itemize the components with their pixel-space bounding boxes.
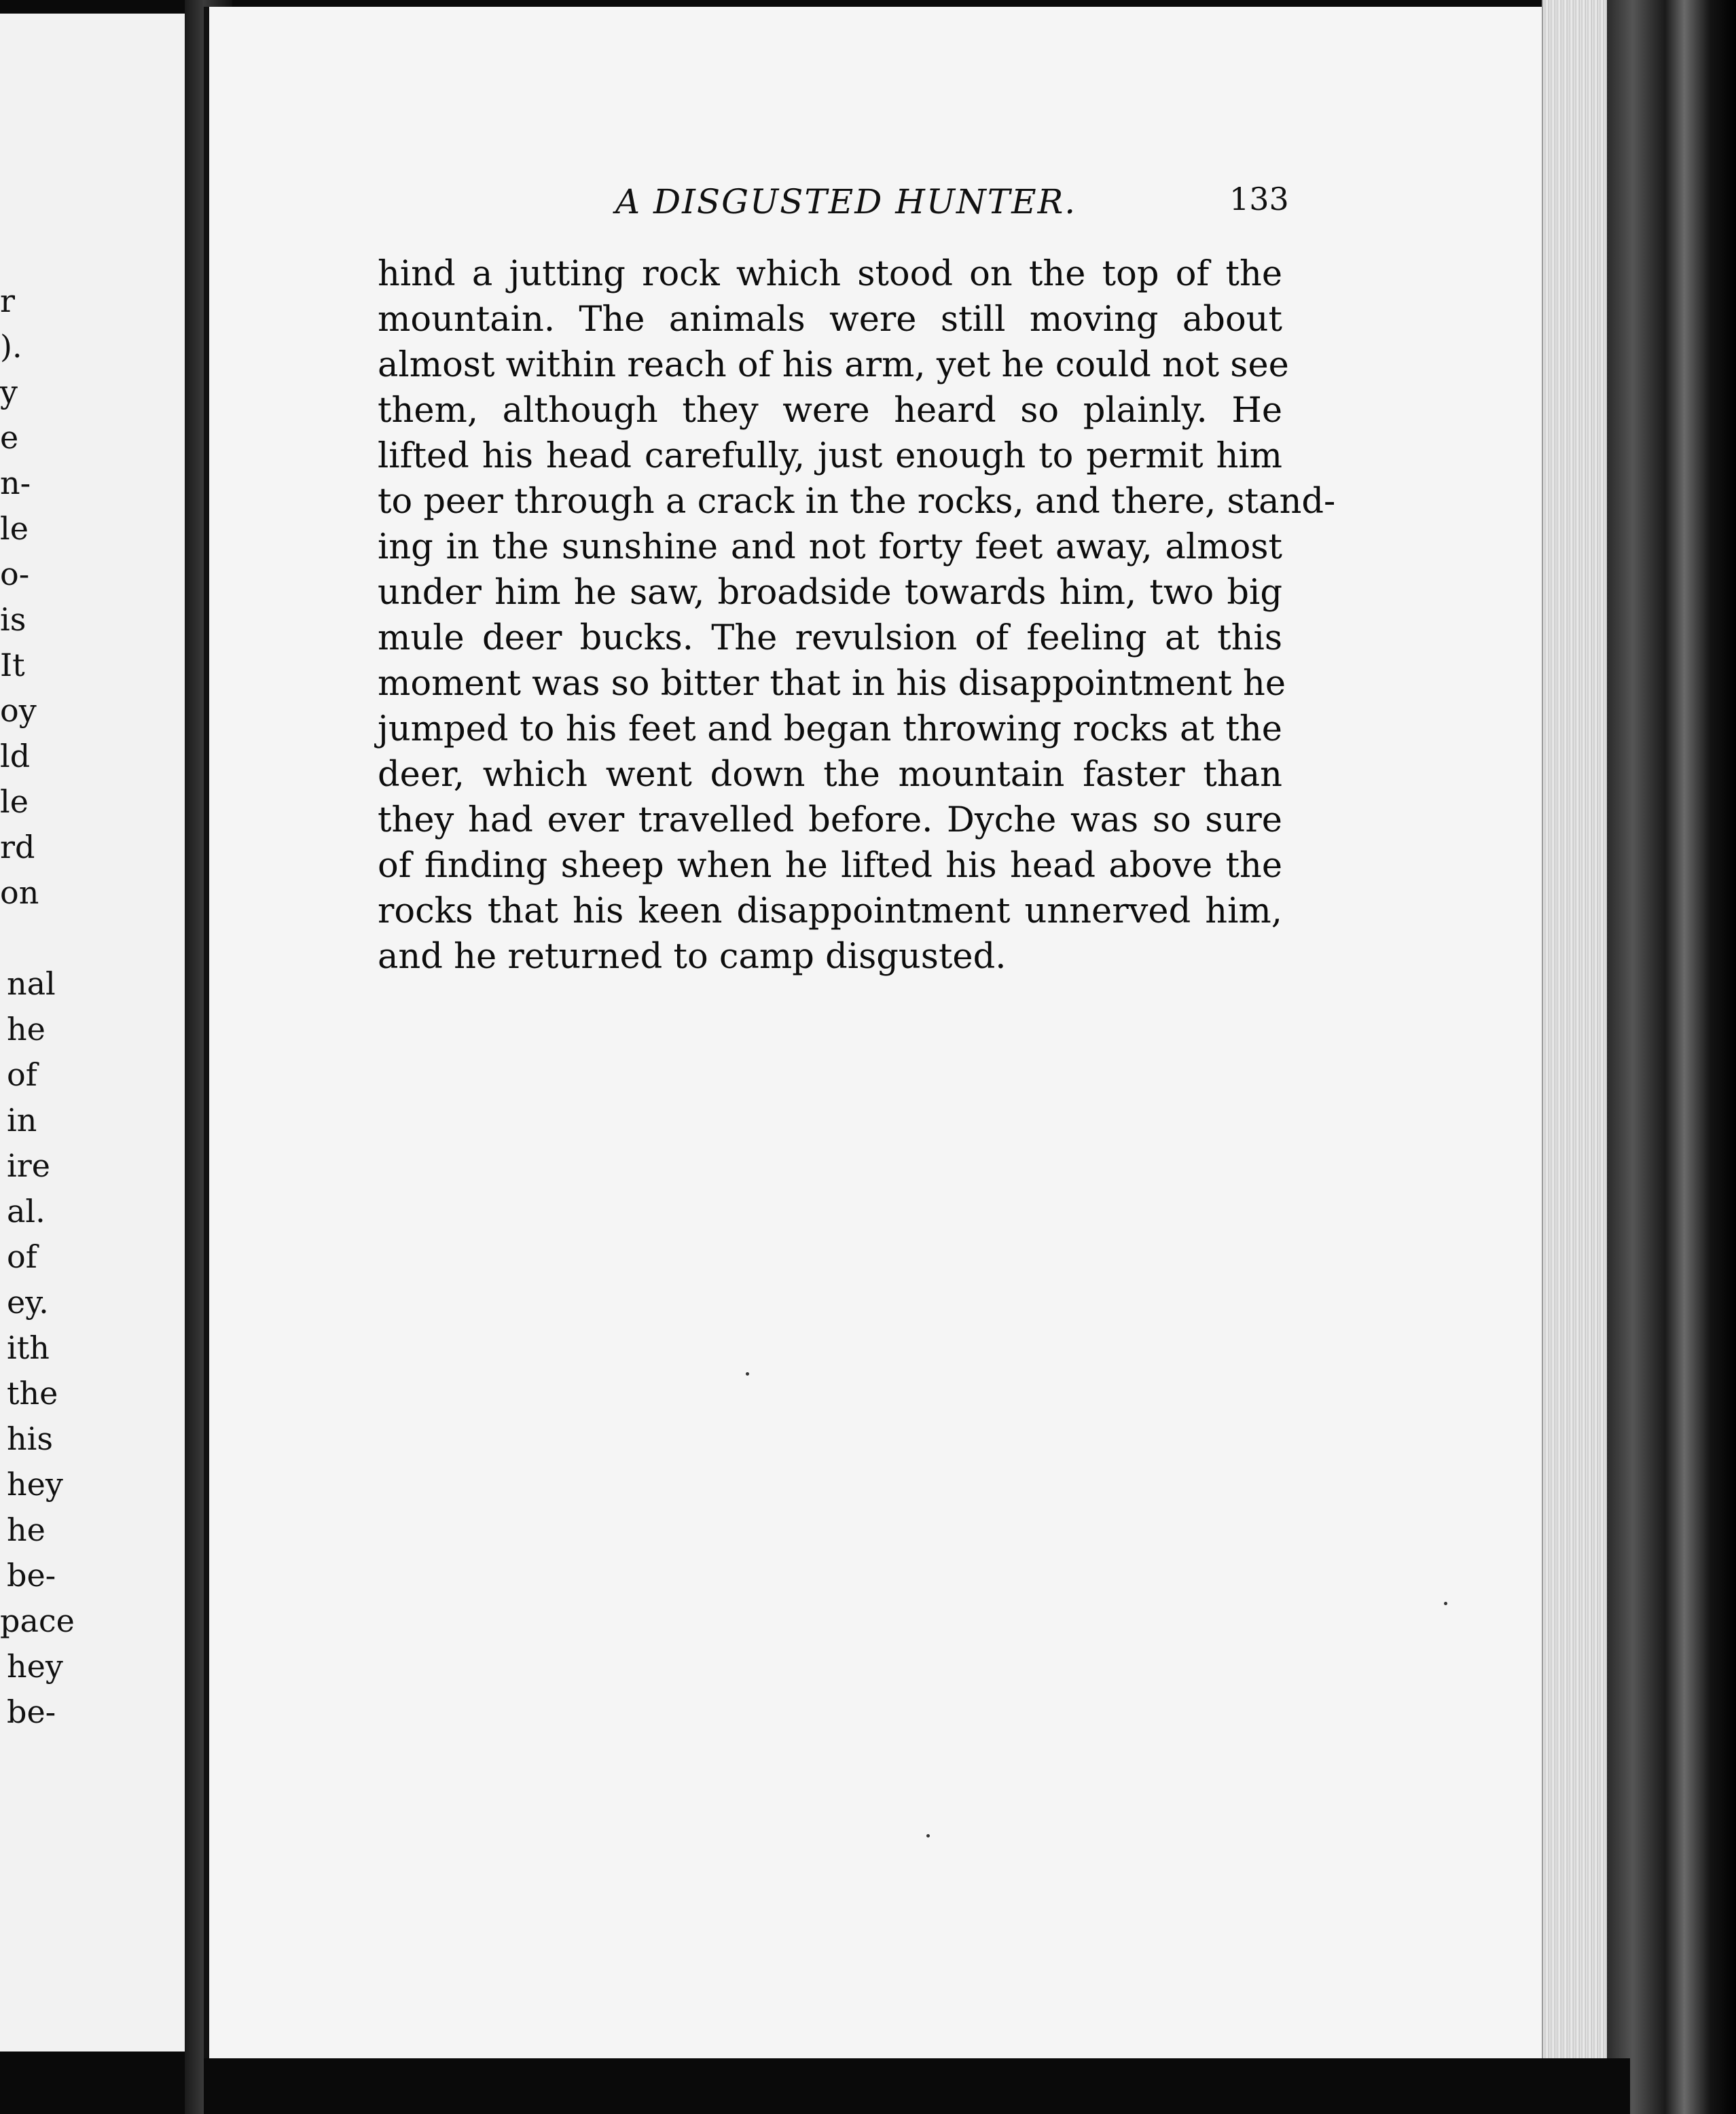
text-line: ing in the sunshine and not forty feet away, almost — [378, 527, 1282, 567]
left-page-fragment: pace — [0, 1602, 75, 1639]
left-page-fragment: his — [7, 1420, 53, 1457]
text-line: jumped to his feet and began throwing rocks at the — [378, 709, 1282, 749]
left-page-fragment: nal — [7, 965, 56, 1002]
text-line: under him he saw, broadside towards him, two big — [378, 573, 1282, 613]
text-line: rocks that his keen disappointment unnerved him, — [378, 891, 1282, 931]
left-page-fragment: of — [7, 1056, 37, 1093]
book-cover-edge — [1607, 0, 1736, 2114]
left-page-fragment: is — [0, 601, 26, 638]
left-page-fragment: rd — [0, 829, 35, 865]
text-line: deer, which went down the mountain faster than — [378, 755, 1282, 795]
text-line: them, although they were heard so plainly. He — [378, 391, 1282, 431]
left-page-fragment: ith — [7, 1329, 50, 1366]
text-line: almost within reach of his arm, yet he could not see — [378, 345, 1289, 385]
scan-speck — [746, 1372, 749, 1376]
text-line: lifted his head carefully, just enough to permit him — [378, 436, 1282, 476]
page-edge-stack — [1542, 0, 1608, 2072]
left-page-fragment: be- — [7, 1557, 56, 1594]
left-page-fragment: ire — [7, 1147, 50, 1184]
bottom-shadow — [204, 2058, 1630, 2114]
text-line: mule deer bucks. The revulsion of feeling at this — [378, 618, 1282, 658]
left-page-fragment: ey. — [7, 1284, 49, 1321]
text-line: hind a jutting rock which stood on the top of the — [378, 254, 1282, 294]
scan-speck — [926, 1834, 930, 1838]
previous-page-edge — [0, 14, 187, 2052]
running-title: A DISGUSTED HUNTER. — [615, 182, 1077, 221]
text-line: of finding sheep when he lifted his head above the — [378, 846, 1282, 886]
left-page-fragment: al. — [7, 1193, 46, 1230]
left-page-fragment: he — [7, 1011, 46, 1047]
left-page-fragment: oy — [0, 692, 37, 729]
left-page-fragment: ). — [0, 328, 22, 365]
left-page-fragment: e — [0, 419, 19, 456]
left-page-fragment: It — [0, 647, 25, 683]
left-page-fragment: ld — [0, 738, 31, 774]
left-page-fragment: be- — [7, 1694, 56, 1730]
left-page-fragment: in — [7, 1102, 37, 1139]
left-page-fragment: he — [7, 1511, 46, 1548]
left-page-fragment: r — [0, 283, 15, 319]
text-line: mountain. The animals were still moving about — [378, 300, 1282, 340]
left-page-fragment: o- — [0, 556, 30, 592]
scan-speck — [1444, 1602, 1447, 1605]
left-page-fragment: y — [0, 374, 18, 410]
text-line: moment was so bitter that in his disappointment he — [378, 664, 1286, 704]
body-text — [378, 251, 1336, 980]
text-line: they had ever travelled before. Dyche was so sure — [378, 800, 1282, 840]
left-page-fragment: of — [7, 1238, 37, 1275]
left-page-fragment: hey — [7, 1466, 63, 1503]
page-number: 133 — [1229, 181, 1289, 217]
text-line: to peer through a crack in the rocks, and there, stand- — [378, 482, 1336, 522]
left-page-fragment: on — [0, 874, 39, 911]
left-page-fragment: le — [0, 783, 29, 820]
left-page-fragment: the — [7, 1375, 58, 1412]
left-page-fragment: hey — [7, 1648, 63, 1685]
left-page-fragment: n- — [0, 465, 31, 501]
text-line: and he returned to camp disgusted. — [378, 937, 1007, 977]
left-page-fragment: le — [0, 510, 29, 547]
